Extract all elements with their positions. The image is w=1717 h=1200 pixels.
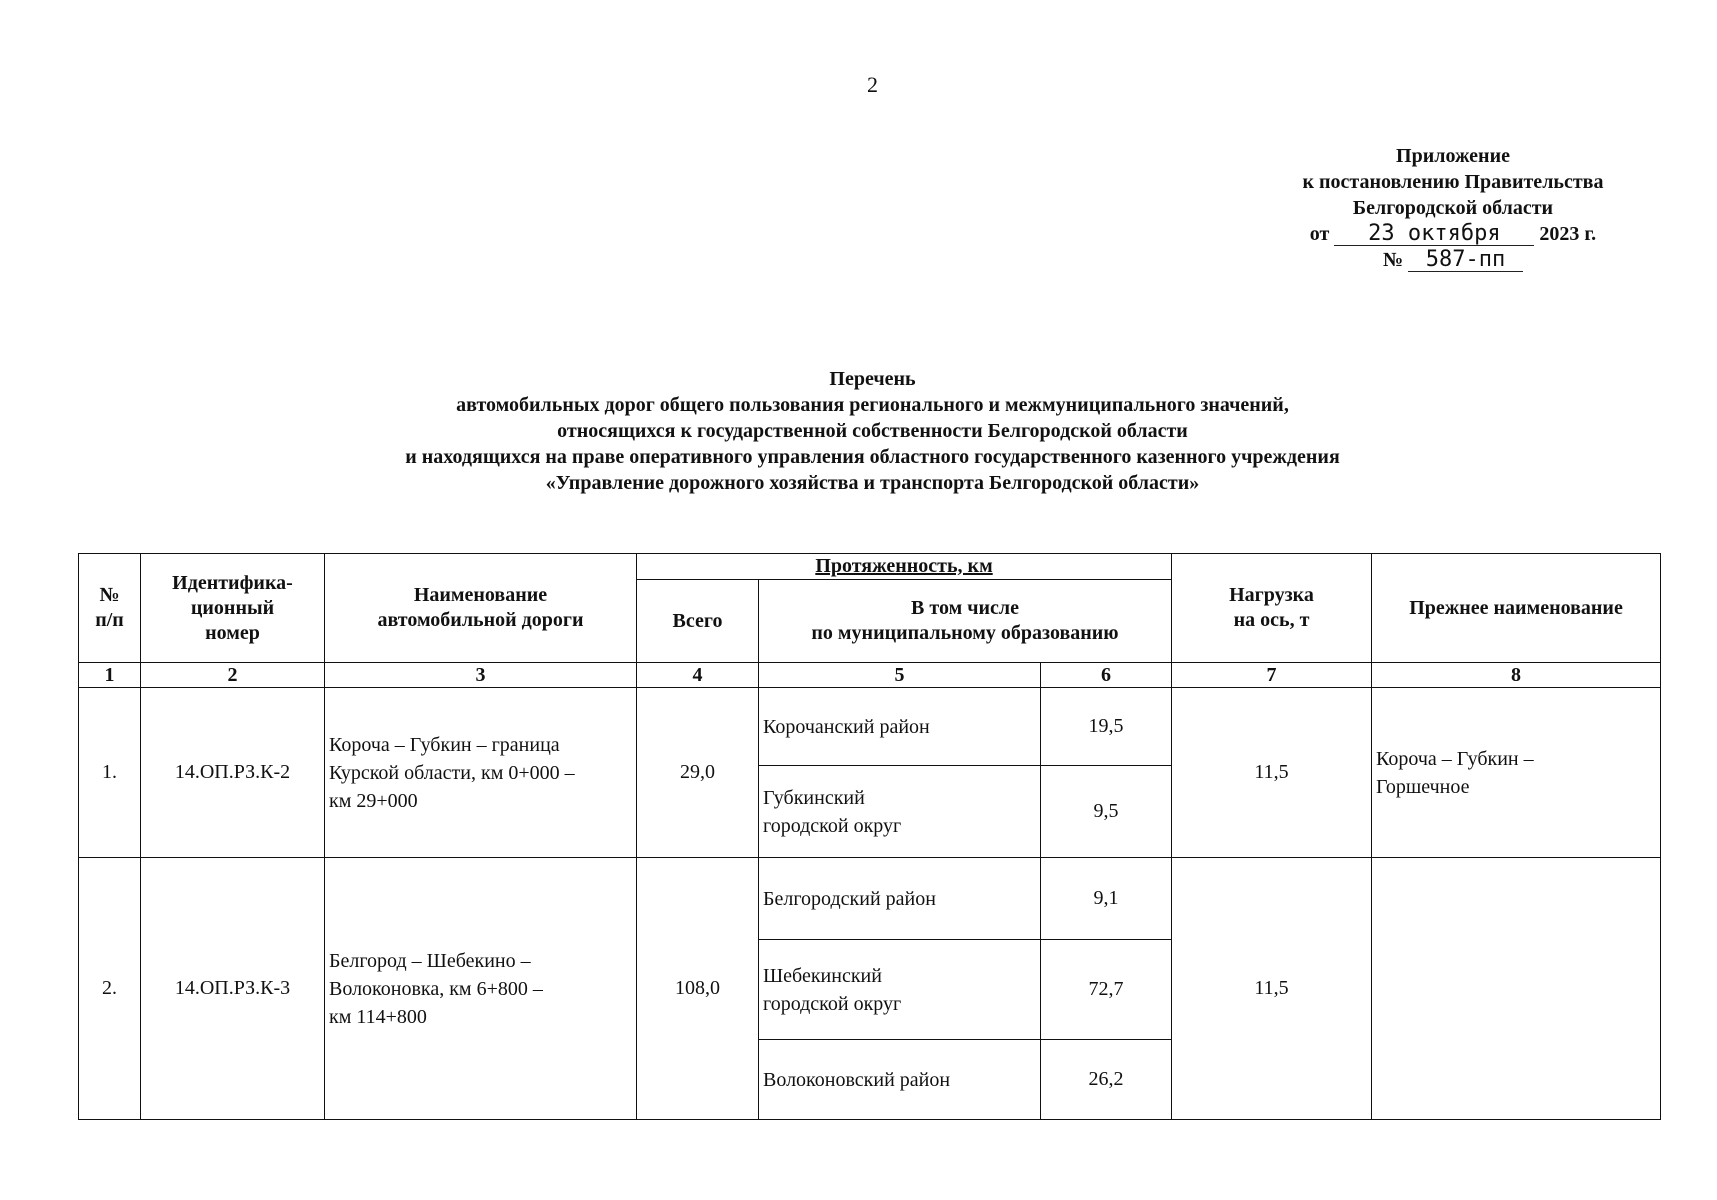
roads-table xyxy=(78,553,1661,1120)
year-suffix: 2023 г. xyxy=(1539,223,1597,245)
number-prefix: № xyxy=(1382,249,1404,271)
date-value: 23 октября xyxy=(1334,223,1534,246)
title-line-4: и находящихся на праве оперативного управления областного государственного казенного учреждения xyxy=(405,446,1340,468)
col-number: 6 xyxy=(1041,663,1172,688)
row-municipality: Шебекинский городской округ xyxy=(759,940,1041,1040)
header-length: Протяженность, км xyxy=(637,554,1172,580)
row-num: 1. xyxy=(79,688,141,858)
header-num: № п/п xyxy=(79,554,141,663)
row-previous-name xyxy=(1372,858,1661,1120)
col-number: 3 xyxy=(325,663,637,688)
table-row xyxy=(79,688,1661,766)
header-municipal-breakdown: В том числе по муниципальному образованию xyxy=(759,580,1172,663)
page-number: 2 xyxy=(867,72,878,97)
table-row xyxy=(79,858,1661,940)
column-numbers-row xyxy=(79,663,1661,688)
header-axle-load: Нагрузка на ось, т xyxy=(1172,554,1372,663)
row-axle-load: 11,5 xyxy=(1172,688,1372,858)
row-id: 14.ОП.РЗ.К-2 xyxy=(141,688,325,858)
appendix-region: Белгородской области xyxy=(1352,197,1554,219)
title-line-5: «Управление дорожного хозяйства и транспорта Белгородской области» xyxy=(545,472,1200,494)
row-municipality: Корочанский район xyxy=(759,688,1041,766)
appendix-title: Приложение xyxy=(1396,145,1510,167)
col-number: 7 xyxy=(1172,663,1372,688)
row-road-name: Короча – Губкин – граница Курской области, км 0+000 – км 29+000 xyxy=(325,688,637,858)
header-road-name: Наименование автомобильной дороги xyxy=(325,554,637,663)
title-line-2: автомобильных дорог общего пользования регионального и межмуниципального значений, xyxy=(456,394,1289,416)
appendix-date-line xyxy=(1243,221,1663,247)
row-municipality-length: 9,5 xyxy=(1041,766,1172,858)
row-municipality-length: 9,1 xyxy=(1041,858,1172,940)
row-municipality-length: 26,2 xyxy=(1041,1040,1172,1120)
document-title xyxy=(0,366,1717,496)
row-municipality: Губкинский городской округ xyxy=(759,766,1041,858)
row-municipality-length: 19,5 xyxy=(1041,688,1172,766)
row-municipality: Белгородский район xyxy=(759,858,1041,940)
number-value: 587-пп xyxy=(1408,249,1523,272)
header-total: Всего xyxy=(637,580,759,663)
row-road-name: Белгород – Шебекино – Волоконовка, км 6+800 – км 114+800 xyxy=(325,858,637,1120)
row-num: 2. xyxy=(79,858,141,1120)
title-line-3: относящихся к государственной собственности Белгородской области xyxy=(557,420,1188,442)
row-total: 108,0 xyxy=(637,858,759,1120)
appendix-resolution: к постановлению Правительства xyxy=(1302,171,1604,193)
col-number: 4 xyxy=(637,663,759,688)
header-previous-name: Прежнее наименование xyxy=(1372,554,1661,663)
col-number: 1 xyxy=(79,663,141,688)
header-id: Идентифика- ционный номер xyxy=(141,554,325,663)
title-line-1: Перечень xyxy=(829,368,916,390)
row-previous-name: Короча – Губкин – Горшечное xyxy=(1372,688,1661,858)
row-axle-load: 11,5 xyxy=(1172,858,1372,1120)
col-number: 8 xyxy=(1372,663,1661,688)
col-number: 2 xyxy=(141,663,325,688)
appendix-block xyxy=(1243,143,1663,273)
col-number: 5 xyxy=(759,663,1041,688)
row-municipality-length: 72,7 xyxy=(1041,940,1172,1040)
appendix-number-line xyxy=(1243,247,1663,273)
date-prefix: от xyxy=(1309,223,1330,245)
row-municipality: Волоконовский район xyxy=(759,1040,1041,1120)
row-id: 14.ОП.РЗ.К-3 xyxy=(141,858,325,1120)
row-total: 29,0 xyxy=(637,688,759,858)
